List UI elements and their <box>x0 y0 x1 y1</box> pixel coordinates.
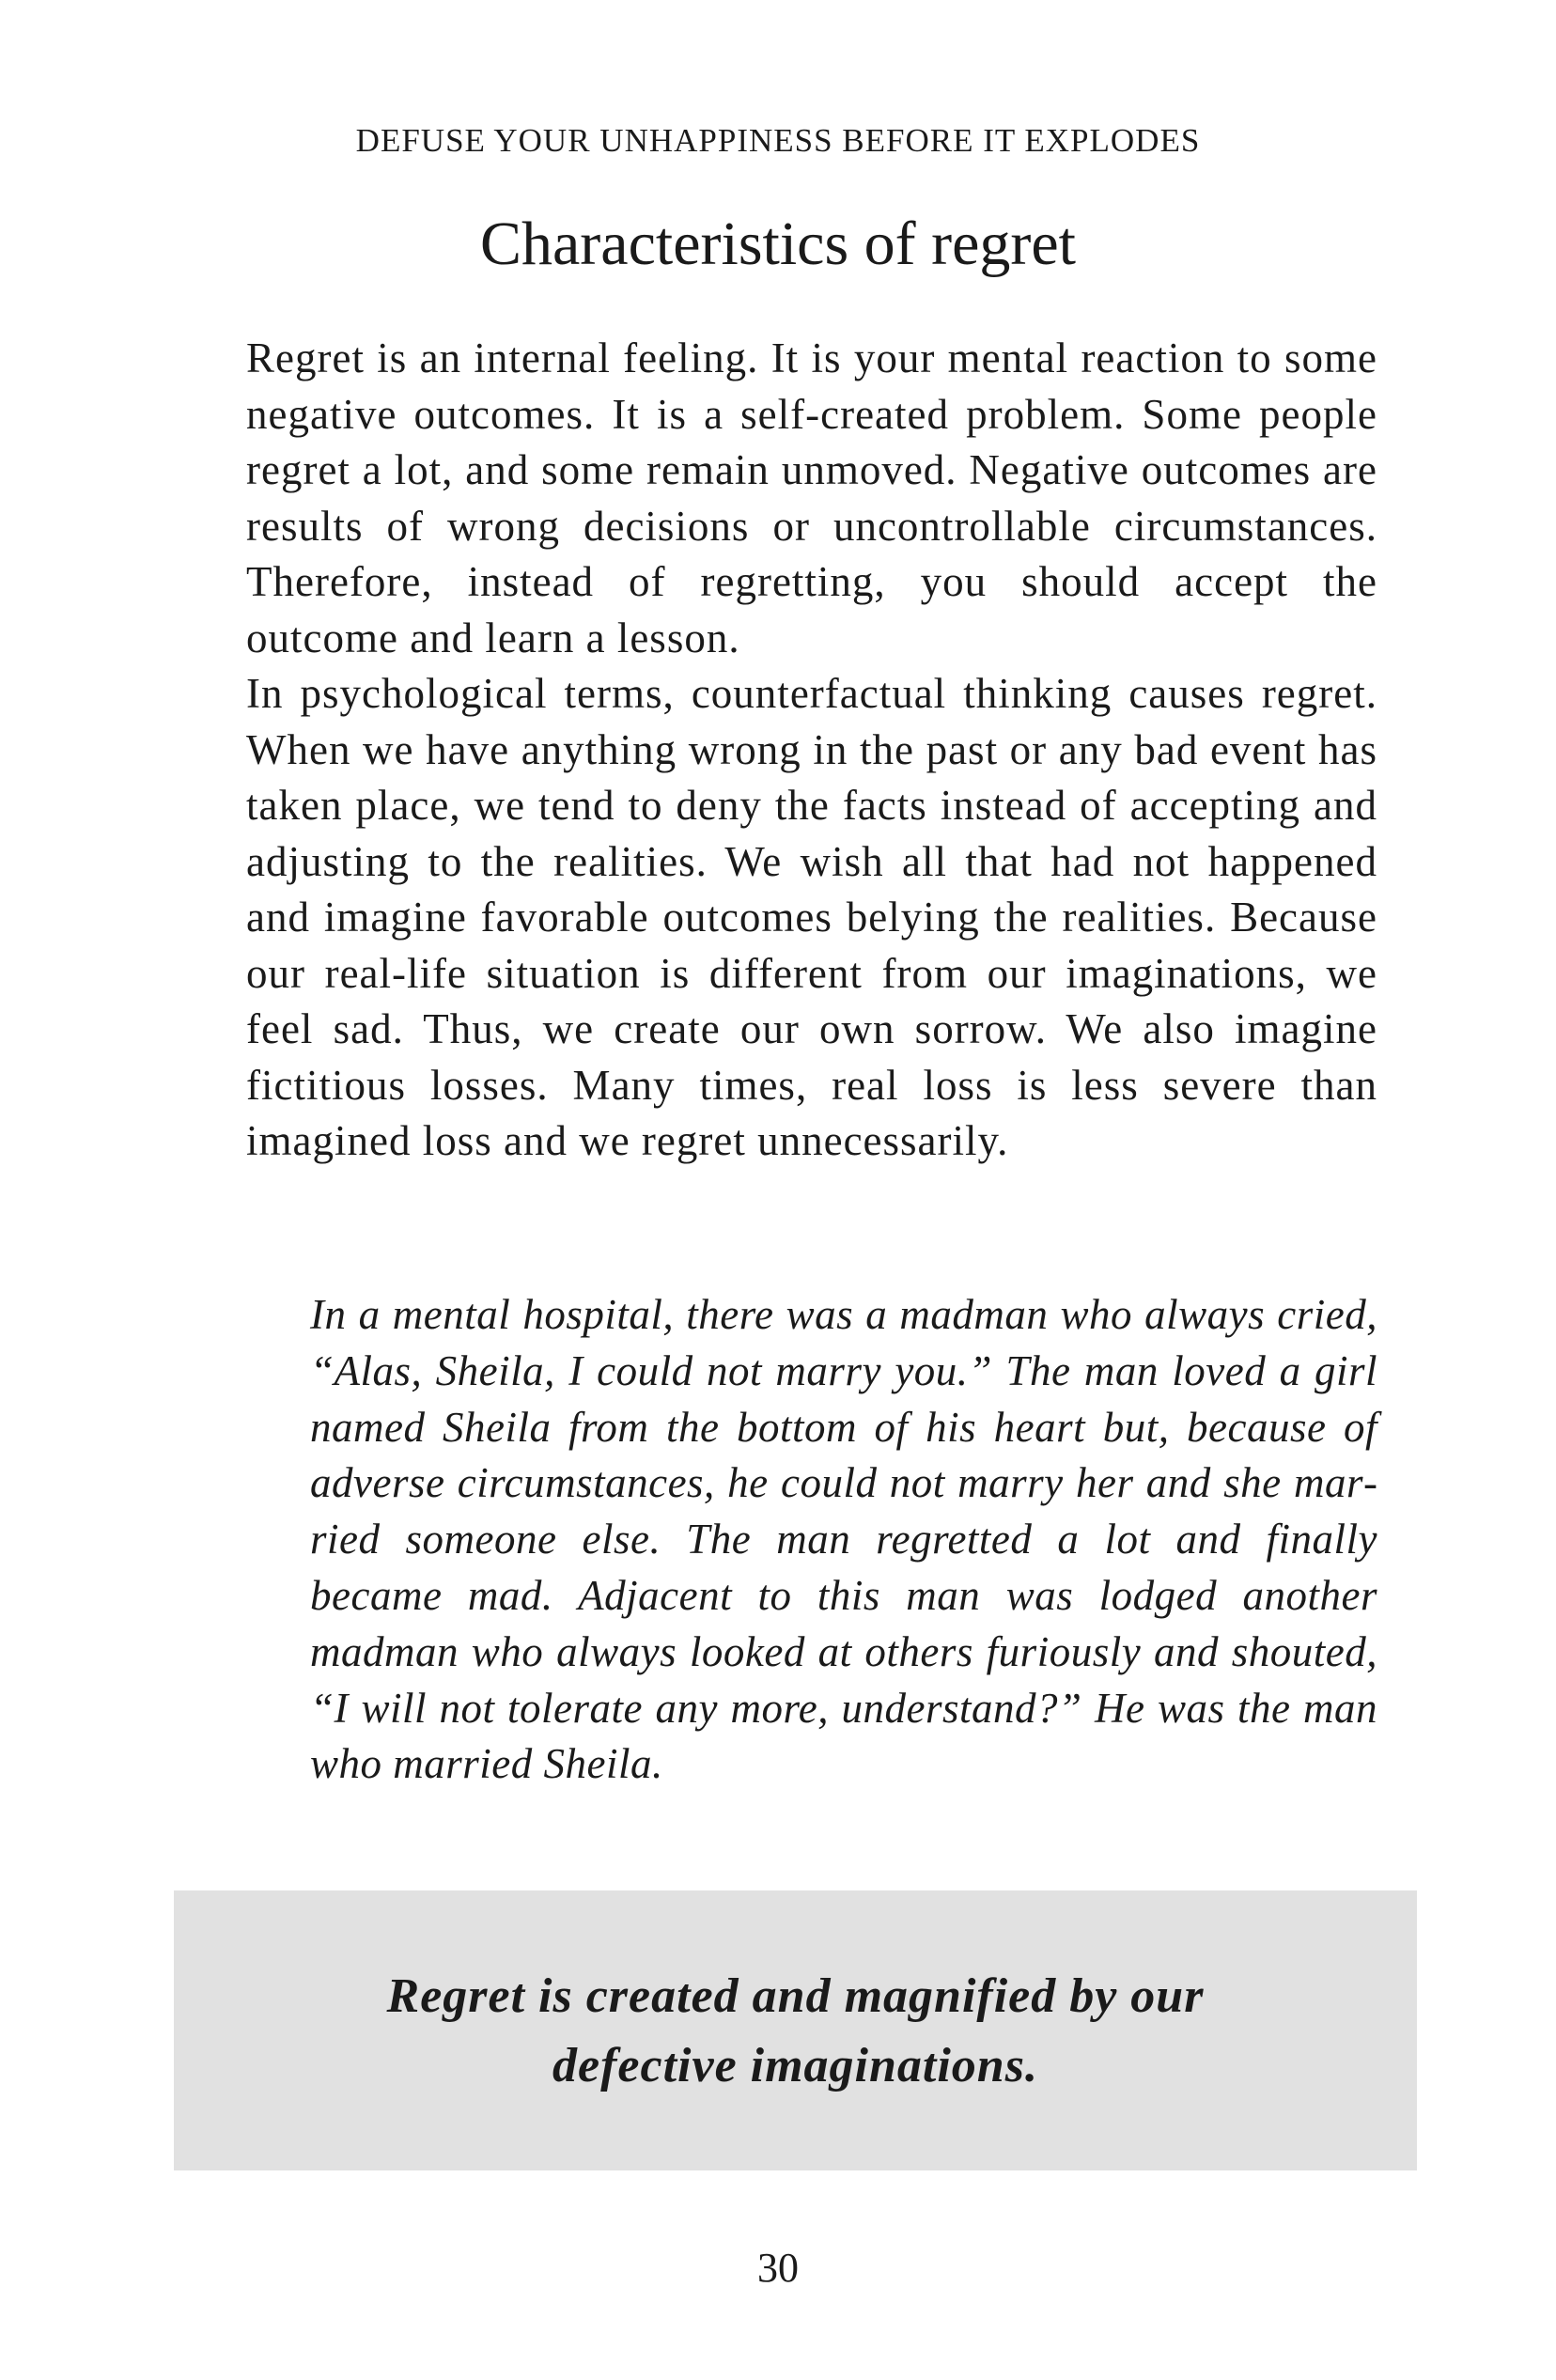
pull-quote-line-2: defective imaginations. <box>552 2039 1038 2092</box>
running-head: DEFUSE YOUR UNHAPPINESS BEFORE IT EXPLODES <box>355 122 1201 159</box>
paragraph-1: Regret is an internal feeling. It is your mental reaction to some negative outcomes. It is a self-created problem. Some people regret a lot, and some remain unmoved. Negative outcomes are results of wrong decisions or uncontrollable circumstances. Therefore, instead of regretting, you should accept the outcome and learn a lesson. <box>246 334 1377 661</box>
section-title: Characteristics of regret <box>479 210 1077 278</box>
story-passage: In a mental hospital, there was a madman who always cried, “Alas, Sheila, I could not marry you.” The man loved a girl named Sheila from the bottom of his heart but, because of adverse circumstances, he could not marry her and she married someone else. The man regretted a lot and finally became mad. Adjacent to this man was lodged another madman who always looked at others furiously and shouted, “I will not tolerate any more, understand?” He was the man who married Sheila. <box>310 1291 1377 1788</box>
body-text <box>246 331 1377 1170</box>
pull-quote-box <box>174 1890 1417 2170</box>
pull-quote <box>174 1962 1417 2101</box>
page-number: 30 <box>757 2245 799 2291</box>
pull-quote-line-1: Regret is created and magnified by our <box>386 1969 1205 2023</box>
paragraph-2: In psychological terms, counterfactual thinking causes regret. When we have anything wrong in the past or any bad event has taken place, we tend to deny the facts instead of accepting and adjusting to the realities. We wish all that had not happened and imagine favorable outcomes belying the realities. Because our real-life situation is different from our imaginations, we feel sad. Thus, we create our own sorrow. We also imagine fictitious losses. Many times, real loss is less severe than imagined loss and we regret unnecessarily. <box>246 670 1377 1164</box>
